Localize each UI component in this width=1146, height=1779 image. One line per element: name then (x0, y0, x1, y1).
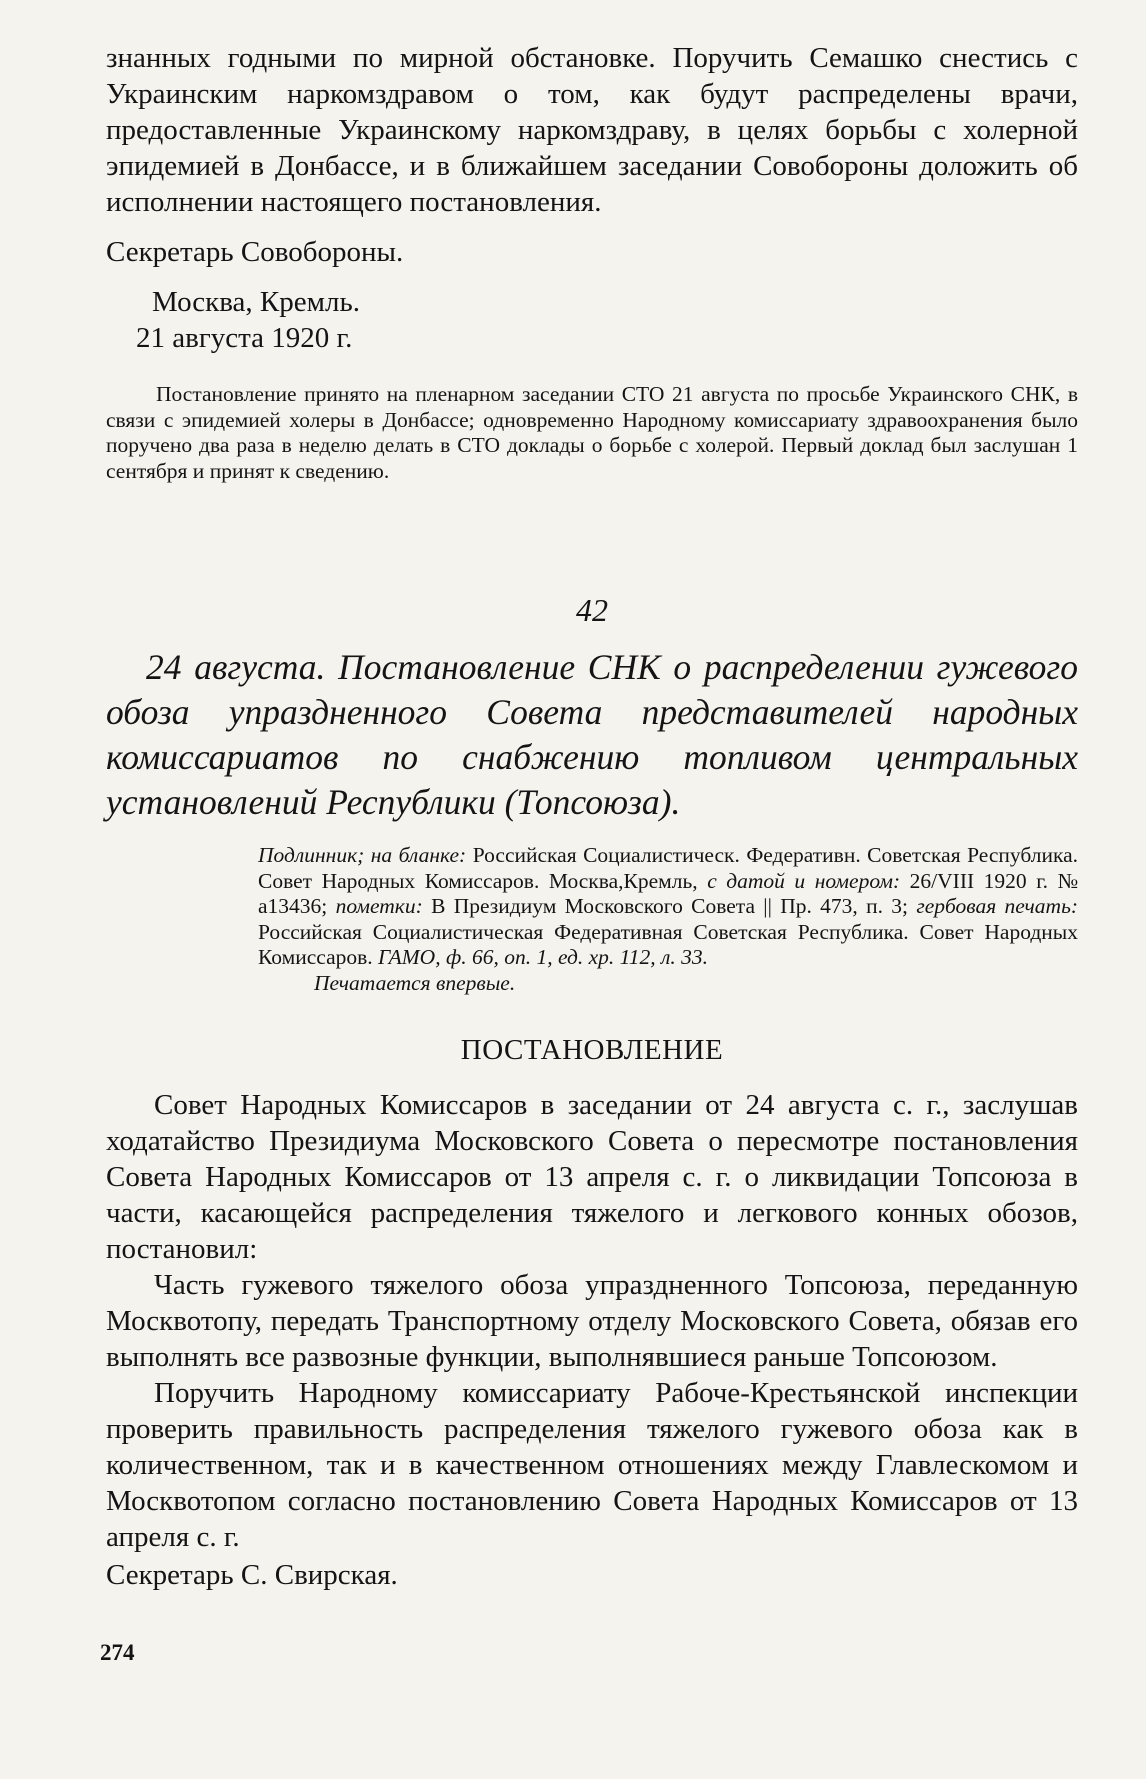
resolution-paragraph-3: Поручить Народному комиссариату Рабоче-Крестьянской инспекции проверить правильность распределения тяжелого гужевого обоза как в количественном, так и в качественном отношениях между Главлескомом и Москвотопом согласно постановлению Совета Народных Комиссаров от 13 апреля с. г. (106, 1377, 1078, 1553)
place-date-block (136, 284, 1078, 356)
prev-doc-place: Москва, Кремль. (152, 286, 360, 318)
resolution-signature: Секретарь С. Свирская. (106, 1559, 398, 1591)
source-seal: Российская Социалистическая Федеративная Советская Республика. Совет Народных Комиссаров. (258, 919, 1078, 969)
prev-doc-signature: Секретарь Совобороны. (106, 236, 404, 268)
source-date-number: 26/VIII 1920 г. № а13436; (258, 868, 1079, 918)
document-heading: 24 августа. Постановление СНК о распределении гужевого обоза упраздненного Совета представителей народных комиссариатов по снабжению топливом центральных установлений Республики (Топсоюза). (106, 647, 1078, 822)
source-label-original: Подлинник; на бланке: (258, 843, 467, 867)
source-label-seal: гербовая печать: (916, 894, 1079, 918)
source-label-date: с датой и номером: (707, 868, 901, 893)
resolution-paragraph-2: Часть гужевого тяжелого обоза упраздненного Топсоюза, переданную Москвотопу, передать Транспортному отделу Московского Совета, обязав его выполнять все развозные функции, выполнявшиеся раньше Топсоюзом. (106, 1269, 1078, 1373)
document-page (106, 40, 1078, 1593)
printed-first-note: Печатается впервые. (314, 970, 516, 995)
source-label-marks: пометки: (335, 894, 423, 918)
prev-doc-note: Постановление принято на пленарном заседании СТО 21 августа по просьбе Украинского СНК, в связи с эпидемией холеры в Донбассе; одновременно Народному комиссариату здравоохранения было поручено два раза в неделю делать в СТО доклады о борьбе с холерой. Первый доклад был заслушан 1 сентября и принят к сведению. (106, 382, 1078, 483)
prev-doc-date: 21 августа 1920 г. (136, 322, 353, 354)
resolution-title: ПОСТАНОВЛЕНИЕ (460, 1034, 724, 1066)
page-number: 274 (100, 1640, 135, 1665)
resolution-paragraph-1: Совет Народных Комиссаров в заседании от 24 августа с. г., заслушав ходатайство Президиума Московского Совета о пересмотре постановления Совета Народных Комиссаров от 13 апреля с. г. о ликвидации Топсоюза в части, касающейся распределения тяжелого и легкового конных обозов, постановил: (106, 1089, 1078, 1265)
source-blank-text: Российская Социалистическ. Федеративн. Советская Республика. Совет Народных Комиссаров. Москва,Кремль, (258, 843, 1079, 893)
source-note (258, 843, 1078, 971)
source-marks: В Президиум Московского Совета || Пр. 473, п. 3; (431, 894, 909, 918)
prev-doc-text: знанных годными по мирной обстановке. Поручить Семашко снестись с Украинским наркомздравом о том, как будут распределены врачи, предоставленные Украинскому наркомздраву, в целях борьбы с холерной эпидемией в Донбассе, и в ближайшем заседании Совобороны доложить об исполнении настоящего постановления. (106, 42, 1078, 218)
document-number: 42 (576, 592, 608, 628)
source-archive: ГАМО, ф. 66, оп. 1, ед. хр. 112, л. 33. (378, 945, 709, 969)
